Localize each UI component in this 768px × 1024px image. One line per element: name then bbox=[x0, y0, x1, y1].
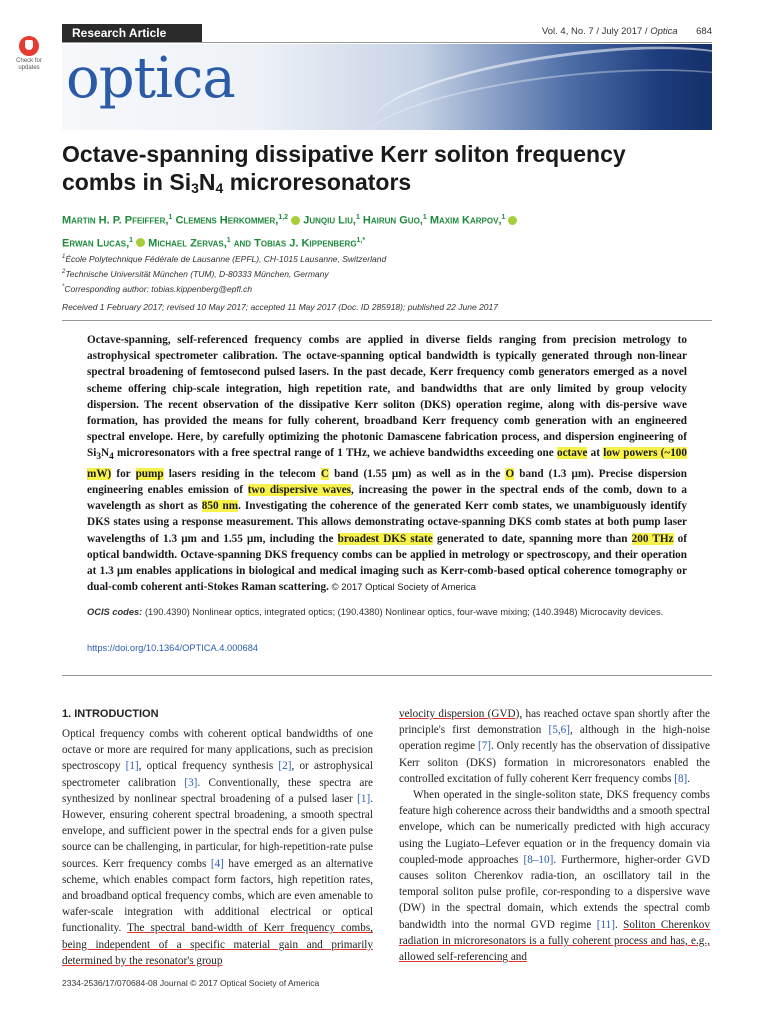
highlight: C bbox=[320, 467, 329, 480]
author-list: Martin H. P. Pfeiffer,$^1$ Clemens Herkommer,$^{1,2}$ Junqiu Liu,$^1$ Hairun Guo,$^1$ Maxim Karpov,$^1$ Erwan Lucas,$^1$ Michael Zervas,$^1$ and Tobias J. Kippenberg$^{1,*}$ bbox=[62, 208, 712, 253]
highlight: 850 nm bbox=[201, 500, 239, 513]
citation-link[interactable]: [11] bbox=[596, 918, 615, 931]
author-name[interactable]: Clemens Herkommer, bbox=[175, 214, 279, 227]
section-heading: 1. INTRODUCTION bbox=[62, 708, 159, 720]
ocis-codes: OCIS codes: (190.4390) Nonlinear optics, integrated optics; (190.4380) Nonlinear optics, four-wave mixing; (140.3948) Microcavity devices. bbox=[87, 607, 664, 617]
journal-logo: optica bbox=[66, 46, 235, 111]
citation-link[interactable]: [7] bbox=[477, 740, 492, 753]
journal-banner bbox=[62, 44, 712, 130]
citation-link[interactable]: [5,6] bbox=[548, 724, 570, 737]
citation-link[interactable]: [1] bbox=[357, 792, 371, 805]
left-column bbox=[62, 708, 373, 969]
author-name[interactable]: Maxim Karpov, bbox=[429, 214, 502, 227]
author-name[interactable]: Junqiu Liu, bbox=[303, 214, 356, 227]
orcid-icon[interactable] bbox=[291, 216, 300, 225]
paragraph: Optical frequency combs with coherent optical bandwidths of one octave or more are required for many applications, such as precision spectroscopy [1], optical frequency synthesis [2], or astrophysical spectrometer calibration [3]. Conventionally, these spectra are synthesized by nonlinear spectral broadening of a pulsed laser [1]. However, ensuring coherent spectral broadening, a smooth spectral envelope, and sufficient power in the spectral ends for a given pulse source can be challenging, in particular, for high-repetition-rate pulse sources. Kerr frequency combs [4] have emerged as an alternative scheme, which enables compact form factors, high repetition rates, and broadband optical frequency combs, which are even amenable to wafer-scale integration with additional electrical or optical functionality. The spectral band-width of Kerr frequency combs, being independent of a specific material gain and primarily determined by the resonator's group bbox=[62, 728, 374, 967]
highlight: octave bbox=[556, 447, 588, 460]
journal-name: Optica bbox=[650, 26, 678, 37]
affiliations: $^1$École Polytechnique Fédérale de Lausanne (EPFL), CH-1015 Lausanne, Switzerland $^2$Technische Universität München (TUM), D-80333 München, Germany *Corresponding author: tobias.kippenberg@epfl.ch bbox=[62, 253, 387, 294]
top-bar bbox=[62, 24, 712, 43]
orcid-icon[interactable] bbox=[508, 216, 517, 225]
paragraph: When operated in the single-soliton state, DKS frequency combs feature high coherence across their bandwidths and a smooth spectral envelope, which can be numerically predicted with high accuracy using the Lugiato–Lefever equation or in the frequency domain via coupled-mode approaches [8–10]. Furthermore, higher-order GVD causes soliton Cherenkov radia-tion, an oscillatory tail in the temporal soliton pulse profile, cor-responding to a dispersive wave (DW) in the spectral domain, which extends the spectral comb bandwidth into the normal GVD regime [11]. Soliton Cherenkov radiation in microresonators is a fully coherent process and has, e.g., allowed self-referencing and bbox=[399, 789, 710, 964]
highlight: O bbox=[505, 467, 515, 480]
divider bbox=[62, 675, 712, 676]
underlined-text: Soliton Cherenkov radiation in microresonators is a fully coherent process and has, e.g., allowed self-referencing and bbox=[399, 918, 710, 964]
author-name[interactable]: Michael Zervas, bbox=[148, 237, 227, 250]
orcid-icon[interactable] bbox=[136, 238, 145, 247]
citation-link[interactable]: [3] bbox=[184, 776, 198, 789]
check-for-updates-button[interactable]: Check for updates bbox=[12, 36, 46, 76]
bookmark-icon bbox=[19, 36, 39, 56]
author-name[interactable]: Hairun Guo, bbox=[362, 214, 423, 227]
highlight: broadest DKS state bbox=[337, 532, 433, 545]
right-column bbox=[399, 706, 710, 965]
citation-link[interactable]: [8–10] bbox=[523, 853, 554, 866]
underlined-text: velocity dispersion (GVD), bbox=[399, 708, 523, 720]
copyright: © 2017 Optical Society of America bbox=[331, 582, 476, 594]
author-name[interactable]: Erwan Lucas, bbox=[62, 237, 130, 250]
underlined-text: The spectral band-width of Kerr frequency combs, being independent of a specific material gain and primarily determined by the resonator's group bbox=[62, 922, 373, 967]
citation-link[interactable]: [2] bbox=[278, 760, 292, 773]
author-name[interactable]: Martin H. P. Pfeiffer, bbox=[62, 214, 169, 227]
volume-info: Vol. 4, No. 7 / July 2017 / Optica 684 bbox=[541, 26, 712, 37]
article-type-label: Research Article bbox=[62, 24, 202, 42]
divider bbox=[62, 320, 712, 321]
paper-title: Octave-spanning dissipative Kerr soliton frequency combs in $Si_3N_4$ microresonators bbox=[62, 141, 626, 196]
publication-dates: Received 1 February 2017; revised 10 May 2017; accepted 11 May 2017 (Doc. ID 285918); published 22 June 2017 bbox=[62, 302, 498, 312]
highlight: pump bbox=[135, 467, 164, 480]
abstract: Octave-spanning, self-referenced frequency combs are applied in diverse fields ranging from precision metrology to astrophysical spectrometer calibration. The octave-spanning optical bandwidth is typically generated through non-linear spectral broadening of femtosecond pulsed lasers. In the past decade, Kerr frequency comb generators emerged as a novel scheme offering chip-scale integration, high repetition rate, and bandwidths that are only limited by group velocity dispersion. The recent observation of the dissipative Kerr soliton (DKS) operation regime, along with dis-persive wave formation, has provided the means for fully coherent, broadband Kerr frequency comb generation with an engineered spectral envelope. Here, by carefully optimizing the photonic Damascene fabrication process, and dispersion engineering of $Si_3N_4$ microresonators with a free spectral range of 1 THz, we achieve bandwidths exceeding one octave at low powers (~100 mW) for pump lasers residing in the telecom C band (1.55 μm) as well as in the O band (1.3 μm). Precise dispersion engineering enables emission of two dispersive waves, increasing the power in the spectral ends of the comb, down to a wavelength as short as 850 nm. Investigating the coherence of the generated Kerr comb states, we unambiguously identify DKS states using a response measurement. This allows demonstrating octave-spanning DKS comb states at both pump laser wavelengths of 1.3 μm and 1.55 μm, including the broadest DKS state generated to date, spanning more than 200 THz of optical bandwidth. Octave-spanning DKS frequency combs can be applied in metrology or spectroscopy, and their operation at 1.3 μm enables applications in biological and medical imaging such as Kerr-comb-based optical coherence tomography or dual-comb coherent anti-Stokes Raman scattering. © 2017 Optical Society of America bbox=[87, 334, 688, 594]
footer: 2334-2536/17/070684-08 Journal © 2017 Optical Society of America bbox=[62, 978, 320, 988]
citation-link[interactable]: [4] bbox=[210, 857, 224, 870]
paragraph: velocity dispersion (GVD), has reached octave span shortly after the principle's first demonstration [5,6], although in the high-noise operation regime [7]. Only recently has the observation of dissipative Kerr soliton (DKS) formation in microresonators enabled the controlled excitation of fully coherent Kerr frequency combs [8]. bbox=[399, 708, 711, 785]
highlight: two dispersive waves bbox=[247, 484, 352, 497]
page-number: 684 bbox=[696, 26, 712, 37]
citation-link[interactable]: [1] bbox=[125, 760, 139, 773]
citation-link[interactable]: [8] bbox=[674, 772, 688, 785]
author-name[interactable]: and Tobias J. Kippenberg bbox=[233, 237, 357, 250]
highlight: low powers (~100 mW) bbox=[87, 447, 687, 480]
highlight: 200 THz bbox=[631, 532, 674, 545]
corresponding-author[interactable]: Corresponding author: tobias.kippenberg@epfl.ch bbox=[64, 283, 253, 294]
doi-link[interactable]: https://doi.org/10.1364/OPTICA.4.000684 bbox=[87, 643, 259, 653]
